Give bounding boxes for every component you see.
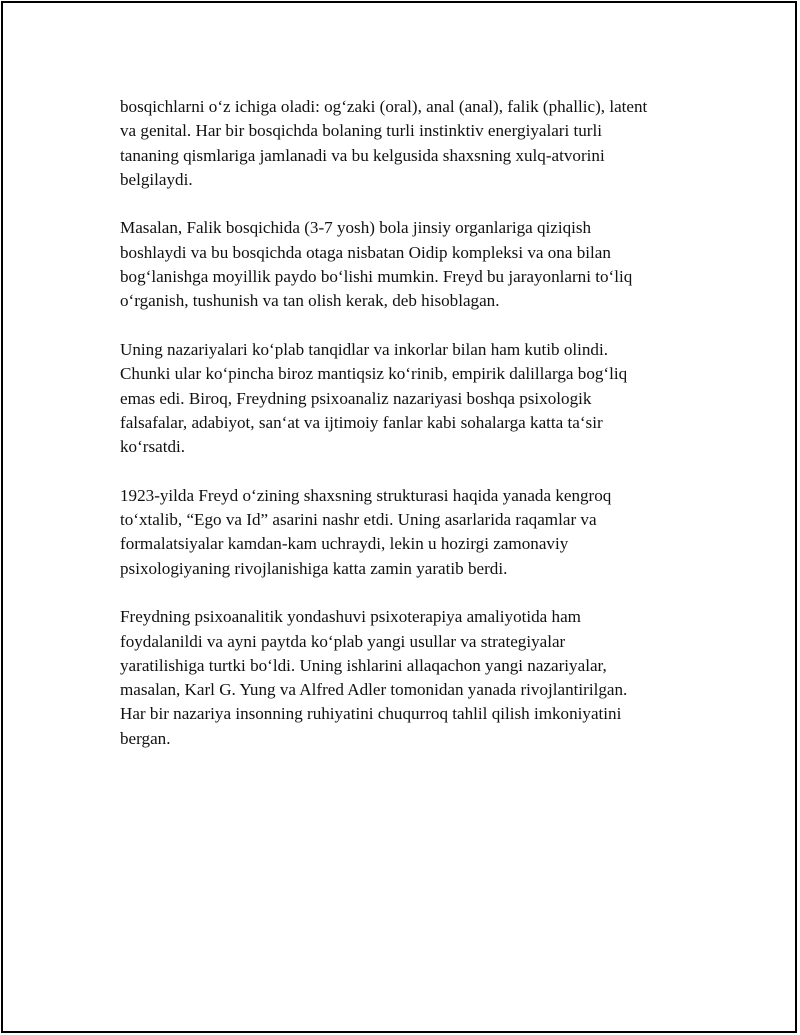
page-frame <box>1 1 797 1033</box>
paragraph-line: bergan. <box>120 728 171 748</box>
paragraph-line: Masalan, Falik bosqichida (3-7 yosh) bola jinsiy organlariga qiziqish <box>120 218 592 238</box>
paragraph-1 <box>120 95 710 192</box>
paragraph-line: ko‘rsatdi. <box>120 437 186 457</box>
paragraph-line: tananing qismlariga jamlanadi va bu kelgusida shaxsning xulq-atvorini <box>120 145 605 165</box>
paragraph-line: emas edi. Biroq, Freydning psixoanaliz nazariyasi boshqa psixologik <box>120 388 592 408</box>
paragraph-line: bog‘lanishga moyillik paydo bo‘lishi mumkin. Freyd bu jarayonlarni to‘liq <box>120 267 633 287</box>
paragraph-line: 1923-yilda Freyd o‘zining shaxsning strukturasi haqida yanada kengroq <box>120 485 612 505</box>
paragraph-5 <box>120 605 710 751</box>
paragraph-line: to‘xtalib, “Ego va Id” asarini nashr etdi. Uning asarlarida raqamlar va <box>120 510 597 530</box>
paragraph-line: yaratilishiga turtki bo‘ldi. Uning ishlarini allaqachon yangi nazariyalar, <box>120 655 607 675</box>
paragraph-3 <box>120 338 710 459</box>
paragraph-line: psixologiyaning rivojlanishiga katta zamin yaratib berdi. <box>120 558 508 578</box>
paragraph-line: boshlaydi va bu bosqichda otaga nisbatan Oidip kompleksi va ona bilan <box>120 242 611 262</box>
paragraph-line: falsafalar, adabiyot, san‘at va ijtimoiy fanlar kabi sohalarga katta ta‘sir <box>120 412 603 432</box>
paragraph-line: Har bir nazariya insonning ruhiyatini chuqurroq tahlil qilish imkoniyatini <box>120 704 622 724</box>
paragraph-2 <box>120 216 710 313</box>
paragraph-line: o‘rganish, tushunish va tan olish kerak, deb hisoblagan. <box>120 291 500 311</box>
paragraph-line: Freydning psixoanalitik yondashuvi psixoterapiya amaliyotida ham <box>120 607 581 627</box>
paragraph-line: Uning nazariyalari ko‘plab tanqidlar va inkorlar bilan ham kutib olindi. <box>120 339 608 359</box>
paragraph-line: Chunki ular ko‘pincha biroz mantiqsiz ko‘rinib, empirik dalillarga bog‘liq <box>120 364 628 384</box>
paragraph-line: va genital. Har bir bosqichda bolaning turli instinktiv energiyalari turli <box>120 121 602 141</box>
paragraph-4 <box>120 484 710 581</box>
paragraph-line: formalatsiyalar kamdan-kam uchraydi, lekin u hozirgi zamonaviy <box>120 534 569 554</box>
paragraph-line: belgilaydi. <box>120 169 193 189</box>
paragraph-line: masalan, Karl G. Yung va Alfred Adler tomonidan yanada rivojlantirilgan. <box>120 680 628 700</box>
paragraph-line: bosqichlarni o‘z ichiga oladi: og‘zaki (oral), anal (anal), falik (phallic), latent <box>120 97 648 116</box>
paragraph-line: foydalanildi va ayni paytda ko‘plab yangi usullar va strategiyalar <box>120 631 566 651</box>
document-body <box>120 95 710 775</box>
